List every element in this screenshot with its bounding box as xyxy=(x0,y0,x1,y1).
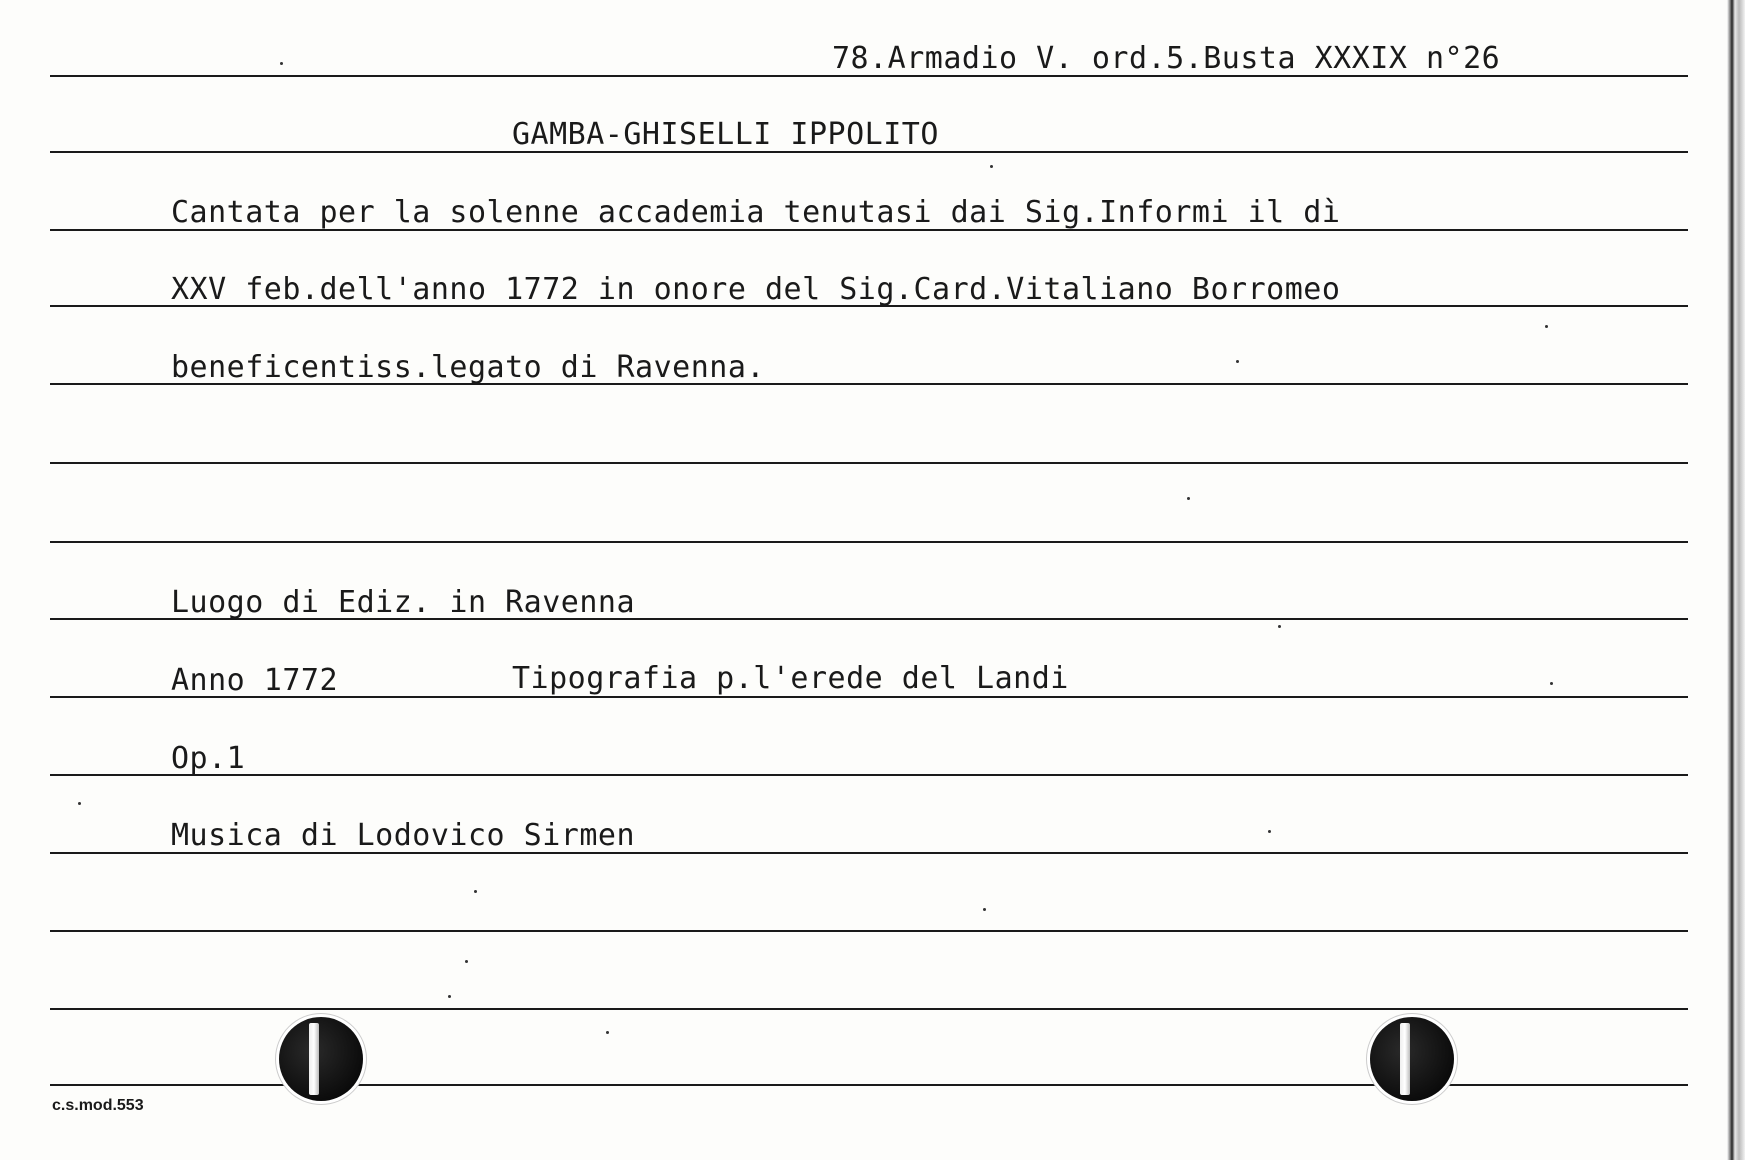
title-line-3: beneficentiss.legato di Ravenna. xyxy=(171,350,765,385)
scan-speck xyxy=(1236,360,1239,363)
scan-speck xyxy=(1187,497,1190,500)
title-line-1: Cantata per la solenne accademia tenutasi dai Sig.Informi il dì xyxy=(171,195,1341,230)
punch-hole-right xyxy=(1370,1017,1454,1101)
ruled-line xyxy=(50,541,1688,543)
ruled-line xyxy=(50,462,1688,464)
scan-speck xyxy=(1278,625,1281,628)
opus-number: Op.1 xyxy=(171,741,246,776)
scan-speck xyxy=(1550,682,1553,685)
author-heading: GAMBA-GHISELLI IPPOLITO xyxy=(512,117,939,152)
ruled-line xyxy=(50,930,1688,932)
scan-speck xyxy=(448,995,451,998)
place-of-edition: Luogo di Ediz. in Ravenna xyxy=(171,585,636,620)
scan-speck xyxy=(280,62,283,65)
ruled-line xyxy=(50,1008,1688,1010)
ruled-line xyxy=(50,774,1688,776)
music-credit: Musica di Lodovico Sirmen xyxy=(171,818,636,853)
printer: Tipografia p.l'erede del Landi xyxy=(512,661,1069,696)
scan-speck xyxy=(1545,325,1548,328)
scan-speck xyxy=(1268,830,1271,833)
shelfmark: 78.Armadio V. ord.5.Busta XXXIX n°26 xyxy=(832,41,1501,76)
form-code: c.s.mod.553 xyxy=(52,1097,144,1114)
scan-speck xyxy=(474,890,477,893)
scan-speck xyxy=(990,165,993,168)
title-line-2: XXV feb.dell'anno 1772 in onore del Sig.Card.Vitaliano Borromeo xyxy=(171,272,1341,307)
scan-speck xyxy=(606,1031,609,1034)
scan-speck xyxy=(78,802,81,805)
year: Anno 1772 xyxy=(171,663,339,698)
scan-speck xyxy=(465,960,468,963)
scan-speck xyxy=(983,908,986,911)
punch-hole-left xyxy=(279,1017,363,1101)
card-edge xyxy=(1727,0,1745,1160)
